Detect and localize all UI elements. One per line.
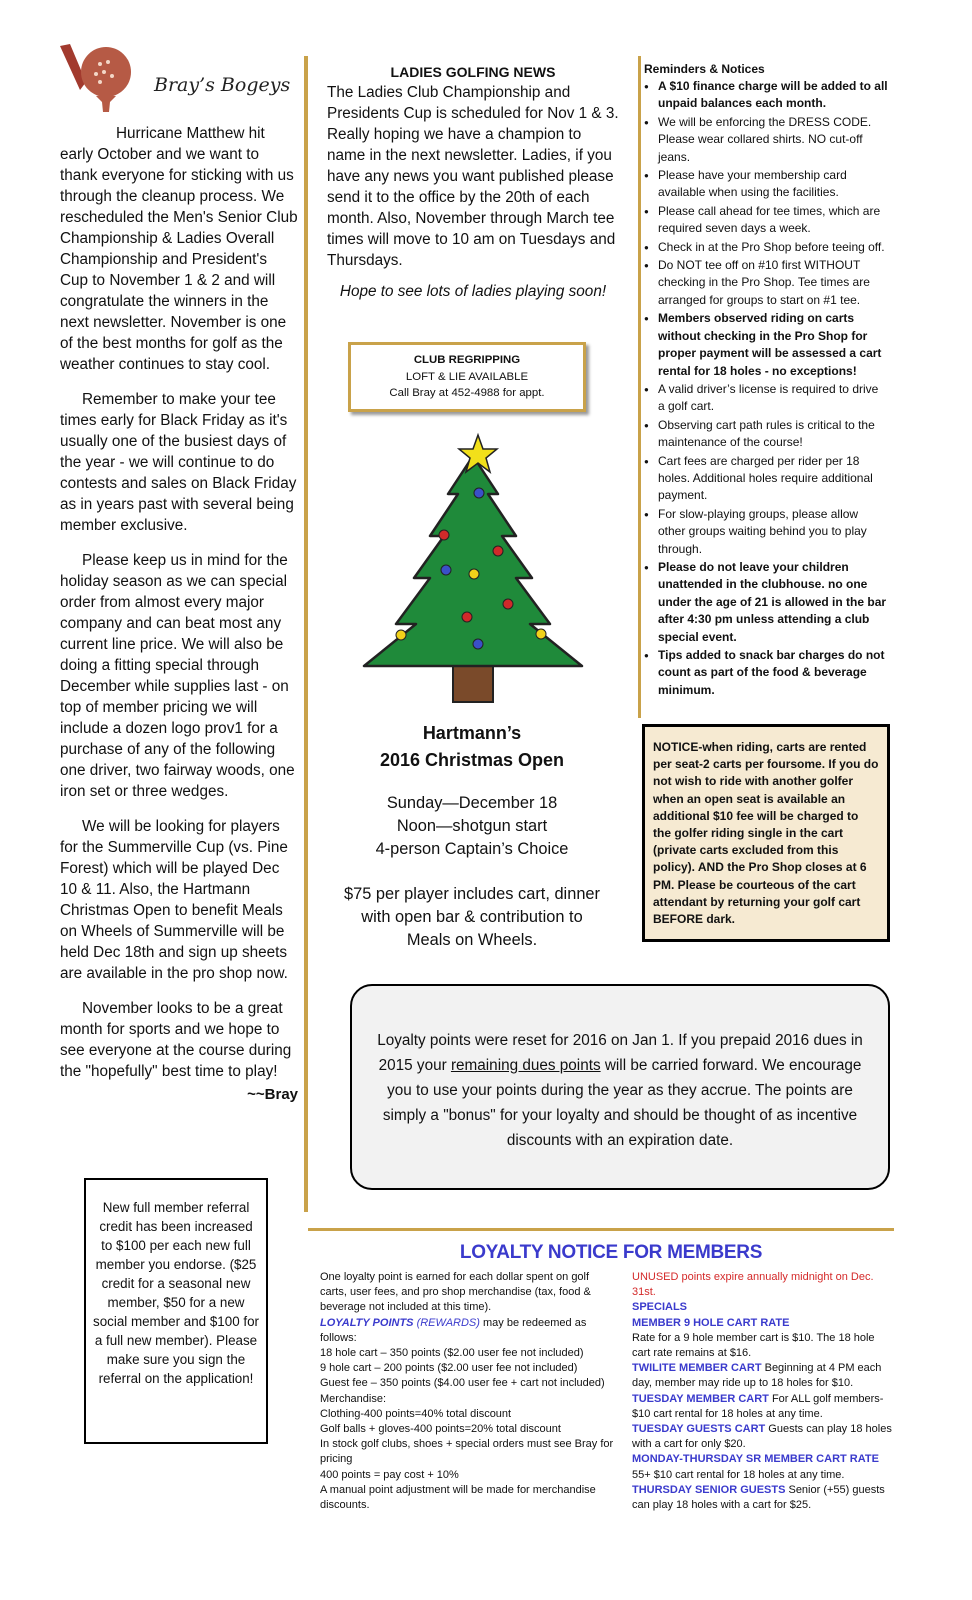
cart-notice-text: NOTICE-when riding, carts are rented per seat-2 carts per foursome. If you do not wish to ride with another golfer when an open seat is available an additional $10 fee will be charged to the golfer riding single in the cart (private carts excluded from this policy). AND the Pro Shop closes at 6 PM. Please be courteous of the cart attendant by returning your golf cart BEFORE dark.	[653, 740, 879, 927]
list-item: ● Tips added to snack bar charges do not count as part of the food & beverage minimum.	[644, 647, 888, 699]
list-item: 18 hole cart – 350 points ($2.00 user fee not included)	[320, 1347, 584, 1360]
paragraph-4: We will be looking for players for the Summerville Cup (vs. Pine Forest) which will be played Dec 10 & 11. Also, the Hartmann Christmas Open to benefit Meals on Wheels of Summerville will be held Dec 18th and sign up sheets are available in the pro shop now.	[60, 818, 288, 982]
special-item	[632, 1452, 892, 1482]
referral-box	[84, 1178, 268, 1444]
special-item	[632, 1422, 892, 1452]
divider-left	[304, 56, 308, 1212]
loyalty-left-column	[320, 1270, 618, 1513]
special-label: MEMBER 9 HOLE CART RATE	[632, 1316, 790, 1329]
special-text: Senior (+55) guests can play 18 holes with a cart for $25.	[632, 1483, 885, 1512]
rewards-label: (REWARDS)	[413, 1316, 480, 1329]
special-label: TUESDAY GUESTS CART	[632, 1423, 766, 1436]
ladies-closing: Hope to see lots of ladies playing soon!	[339, 283, 607, 300]
christmas-open	[330, 720, 614, 952]
list-item: ● A valid driver’s license is required to drive a golf cart.	[644, 381, 888, 416]
referral-text: New full member referral credit has been increased to $100 per each new full member you endorse. ($25 credit for a seasonal new member, $50 for a new social member and $100 for a full new member). Please make sure you sign the referral on the application!	[93, 1200, 259, 1386]
remaining-dues-link[interactable]: remaining dues points	[450, 1057, 601, 1074]
divider-right	[638, 56, 641, 718]
paragraph-2: Remember to make your tee times early for Black Friday as it's usually one of the busiest days of the year - we will continue to do contests and sales on Black Friday as in years past with several being member exclusive.	[60, 391, 297, 534]
list-item: 9 hole cart – 200 points ($2.00 user fee not included)	[320, 1362, 578, 1375]
christmas-tree-icon	[358, 432, 588, 704]
loyalty-pre: Loyalty points were reset for 2016 on Jan 1. If you prepaid 2016 dues in 2015 your	[377, 1032, 863, 1074]
xmas-line4: $75 per player includes cart, dinner	[343, 885, 601, 903]
list-item: Clothing-400 points=40% total discount	[320, 1407, 512, 1420]
reminders-list	[644, 78, 888, 699]
list-item: ● Please have your membership card available when using the facilities.	[644, 167, 888, 202]
xmas-title2: 2016 Christmas Open	[379, 750, 565, 770]
special-label: TUESDAY MEMBER CART	[632, 1392, 769, 1405]
list-item: ● Observing cart path rules is critical to the maintenance of the course!	[644, 417, 888, 452]
loyalty-box	[350, 984, 890, 1190]
loyalty-points-line	[320, 1316, 618, 1346]
special-label: THURSDAY SENIOR GUESTS	[632, 1483, 786, 1496]
xmas-line5: with open bar & contribution to	[361, 908, 583, 926]
list-item: ● Please call ahead for tee times, which are required seven days a week.	[644, 203, 888, 238]
xmas-line2: Noon—shotgun start	[396, 817, 548, 835]
golf-ball-tee-icon	[56, 42, 156, 112]
paragraph-3: Please keep us in mind for the holiday season as we can special order from almost every major company and can beat most any current line price. We will also be doing a fitting special through December while supplies last - on top of member pricing we will include a dozen logo prov1 for a purchase of any of the following one driver, two fairway woods, one iron set or three wedges.	[60, 552, 295, 800]
special-label: TWILITE MEMBER CART	[632, 1362, 762, 1375]
reminders-title: Reminders & Notices	[644, 62, 765, 76]
loyalty-points-label: LOYALTY POINTS	[320, 1316, 414, 1329]
xmas-line6: Meals on Wheels.	[406, 931, 538, 949]
special-text: Guests can play 18 holes with a cart for only $20.	[632, 1423, 892, 1451]
list-item: ● Do NOT tee off on #10 first WITHOUT checking in the Pro Shop. Tee times are arranged for groups to start on #1 tee.	[644, 257, 888, 309]
cart-notice-box	[642, 724, 890, 942]
list-item: ● We will be enforcing the DRESS CODE. Please wear collared shirts. NO cut-off jeans.	[644, 114, 888, 166]
list-item: ● Please do not leave your children unattended in the clubhouse. no one under the age of 21 is allowed in the bar after 4:30 pm unless attending a club special event.	[644, 559, 888, 646]
specials-label: SPECIALS	[632, 1301, 688, 1314]
loyalty-right-column	[632, 1270, 892, 1513]
signature: ~~Bray	[247, 1086, 298, 1103]
regrip-line1: LOFT & LIE AVAILABLE	[405, 370, 529, 383]
list-item: ● A $10 finance charge will be added to all unpaid balances each month.	[644, 78, 888, 113]
special-text: Rate for a 9 hole member cart is $10. The 18 hole cart rate remains at $16.	[632, 1331, 875, 1360]
list-item: ● Cart fees are charged per rider per 18 holes. Additional holes require additional payment.	[644, 453, 888, 505]
loyalty-notice-title: LOYALTY NOTICE FOR MEMBERS	[459, 1242, 763, 1263]
special-text: For ALL golf members- $10 cart rental for 18 holes at any time.	[632, 1392, 884, 1420]
regrip-title: CLUB REGRIPPING	[413, 354, 521, 366]
special-text: 55+ $10 cart rental for 18 holes at any time.	[632, 1468, 845, 1481]
divider-bottom	[308, 1228, 894, 1231]
special-label: MONDAY-THURSDAY SR MEMBER CART RATE	[632, 1453, 879, 1466]
paragraph-1: Hurricane Matthew hit early October and we want to thank everyone for sticking with us through the cleanup process. We rescheduled the Men's Senior Club Championship & Ladies Overall Championship and President's Cup to November 1 & 2 and will congratulate the winners in the next newsletter. November is one of the best months for golf as the weather continues to stay cool.	[60, 125, 298, 373]
ladies-news	[327, 62, 619, 302]
unused-points-note: UNUSED points expire annually midnight on Dec. 31st.	[632, 1271, 874, 1299]
list-item: Guest fee – 350 points ($4.00 user fee + cart not included)	[320, 1377, 605, 1390]
special-item	[632, 1392, 892, 1422]
ladies-title: LADIES GOLFING NEWS	[390, 64, 556, 80]
loyalty-intro: One loyalty point is earned for each dollar spent on golf carts, user fees, and pro shop merchandise (tax, food & beverage not included at this time).	[320, 1271, 591, 1314]
special-item	[632, 1361, 892, 1391]
loyalty-post: will be carried forward. We encourage you to use your points during the year as they accrue. The points are simply a "bonus" for your loyalty and should be thought of as incentive discounts with an expiration date.	[382, 1057, 862, 1149]
list-item: In stock golf clubs, shoes + special orders must see Bray for pricing	[320, 1438, 614, 1466]
xmas-line3: 4-person Captain’s Choice	[375, 840, 569, 858]
intro-column	[60, 123, 298, 1103]
logo-text: Bray’s Bogeys	[154, 74, 291, 96]
special-text: Beginning at 4 PM each day, member may ride up to 18 holes for $10.	[632, 1362, 882, 1390]
list-item: ● For slow-playing groups, please allow other groups waiting behind you to play through.	[644, 506, 888, 558]
paragraph-5: November looks to be a great month for sports and we hope to see everyone at the course during the "hopefully" best time to play!	[60, 1000, 292, 1080]
regrip-box	[348, 342, 586, 412]
logo	[56, 42, 296, 112]
points-suffix: may be redeemed as follows:	[320, 1316, 587, 1344]
reminders	[644, 62, 888, 700]
special-item	[632, 1483, 892, 1513]
list-item: ● Members observed riding on carts without checking in the Pro Shop for proper payment will be assessed a cart rental for 18 holes - no exceptions!	[644, 310, 888, 380]
list-item: 400 points = pay cost + 10%	[320, 1468, 459, 1481]
regrip-line2: Call Bray at 452-4988 for appt.	[389, 387, 545, 399]
list-item: A manual point adjustment will be made for merchandise discounts.	[320, 1483, 596, 1512]
list-item: Golf balls + gloves-400 points=20% total discount	[320, 1423, 561, 1436]
xmas-title1: Hartmann’s	[422, 723, 522, 743]
list-item: Merchandise:	[320, 1392, 387, 1405]
xmas-line1: Sunday—December 18	[386, 794, 558, 812]
list-item: ● Check in at the Pro Shop before teeing off.	[644, 239, 888, 256]
special-item	[632, 1316, 892, 1362]
ladies-body: The Ladies Club Championship and Presidents Cup is scheduled for Nov 1 & 3. Really hoping we have a champion to name in the next newsletter. Ladies, if you have any news you want published please send it to the office by the 20th of each month. Also, November through March tee times will move to 10 am on Tuesdays and Thursdays.	[327, 84, 619, 269]
